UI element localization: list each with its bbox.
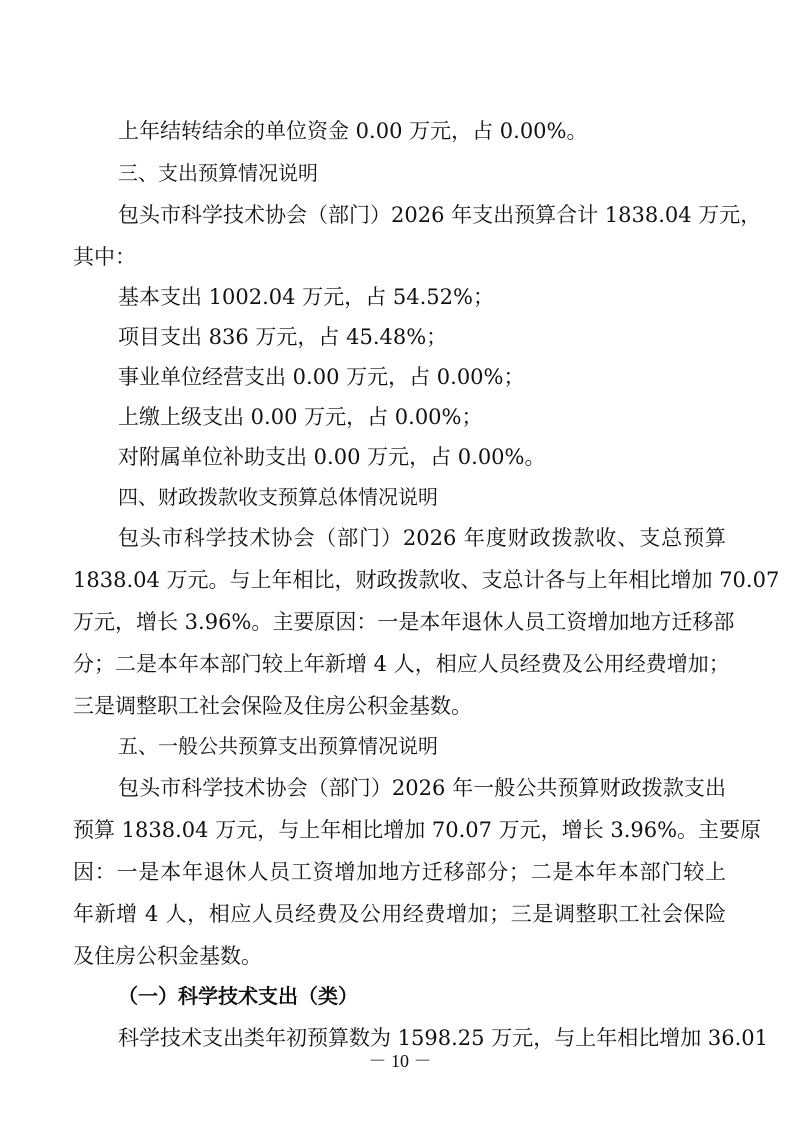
paragraph-4-line-2: 1838.04 万元。与上年相比，财政拨款收、支总计各与上年相比增加 70.07 xyxy=(73,568,780,592)
paragraph-5-line-5: 及住房公积金基数。 xyxy=(73,944,262,968)
paragraph-4-line-5: 三是调整职工社会保险及住房公积金基数。 xyxy=(73,694,472,718)
section-heading-4: 四、财政拨款收支预算总体情况说明 xyxy=(118,485,438,509)
paragraph-4-line-3: 万元，增长 3.96%。主要原因：一是本年退休人员工资增加地方迁移部 xyxy=(73,610,735,634)
paragraph-4-line-1: 包头市科学技术协会（部门）2026 年度财政拨款收、支总预算 xyxy=(118,526,726,550)
paragraph-5-line-3: 因：一是本年退休人员工资增加地方迁移部分；二是本年本部门较上 xyxy=(73,860,726,884)
paragraph-3-line-2: 其中： xyxy=(73,245,136,269)
page-number: － 10 － xyxy=(368,1051,432,1071)
list-item-upper: 上缴上级支出 0.00 万元，占 0.00%； xyxy=(118,405,483,429)
paragraph-5-line-2: 预算 1838.04 万元，与上年相比增加 70.07 万元，增长 3.96%。主要原 xyxy=(73,818,762,842)
list-item-project: 项目支出 836 万元，占 45.48%； xyxy=(118,325,448,349)
section-heading-5: 五、一般公共预算支出预算情况说明 xyxy=(118,734,438,758)
carryover-line: 上年结转结余的单位资金 0.00 万元，占 0.00%。 xyxy=(118,119,588,143)
list-item-subsidy: 对附属单位补助支出 0.00 万元，占 0.00%。 xyxy=(118,445,546,469)
list-item-business: 事业单位经营支出 0.00 万元，占 0.00%； xyxy=(118,365,525,389)
list-item-basic: 基本支出 1002.04 万元，占 54.52%； xyxy=(118,285,494,309)
subsection-heading-1: （一）科学技术支出（类） xyxy=(118,984,358,1008)
paragraph-6-line-1: 科学技术支出类年初预算数为 1598.25 万元，与上年相比增加 36.01 xyxy=(118,1026,768,1050)
paragraph-5-line-1: 包头市科学技术协会（部门）2026 年一般公共预算财政拨款支出 xyxy=(118,776,726,800)
paragraph-4-line-4: 分；二是本年本部门较上年新增 4 人，相应人员经费及公用经费增加； xyxy=(73,652,730,676)
section-heading-3: 三、支出预算情况说明 xyxy=(118,161,318,185)
paragraph-5-line-4: 年新增 4 人，相应人员经费及公用经费增加；三是调整职工社会保险 xyxy=(73,902,726,926)
paragraph-3-line-1: 包头市科学技术协会（部门）2026 年支出预算合计 1838.04 万元， xyxy=(118,203,762,227)
